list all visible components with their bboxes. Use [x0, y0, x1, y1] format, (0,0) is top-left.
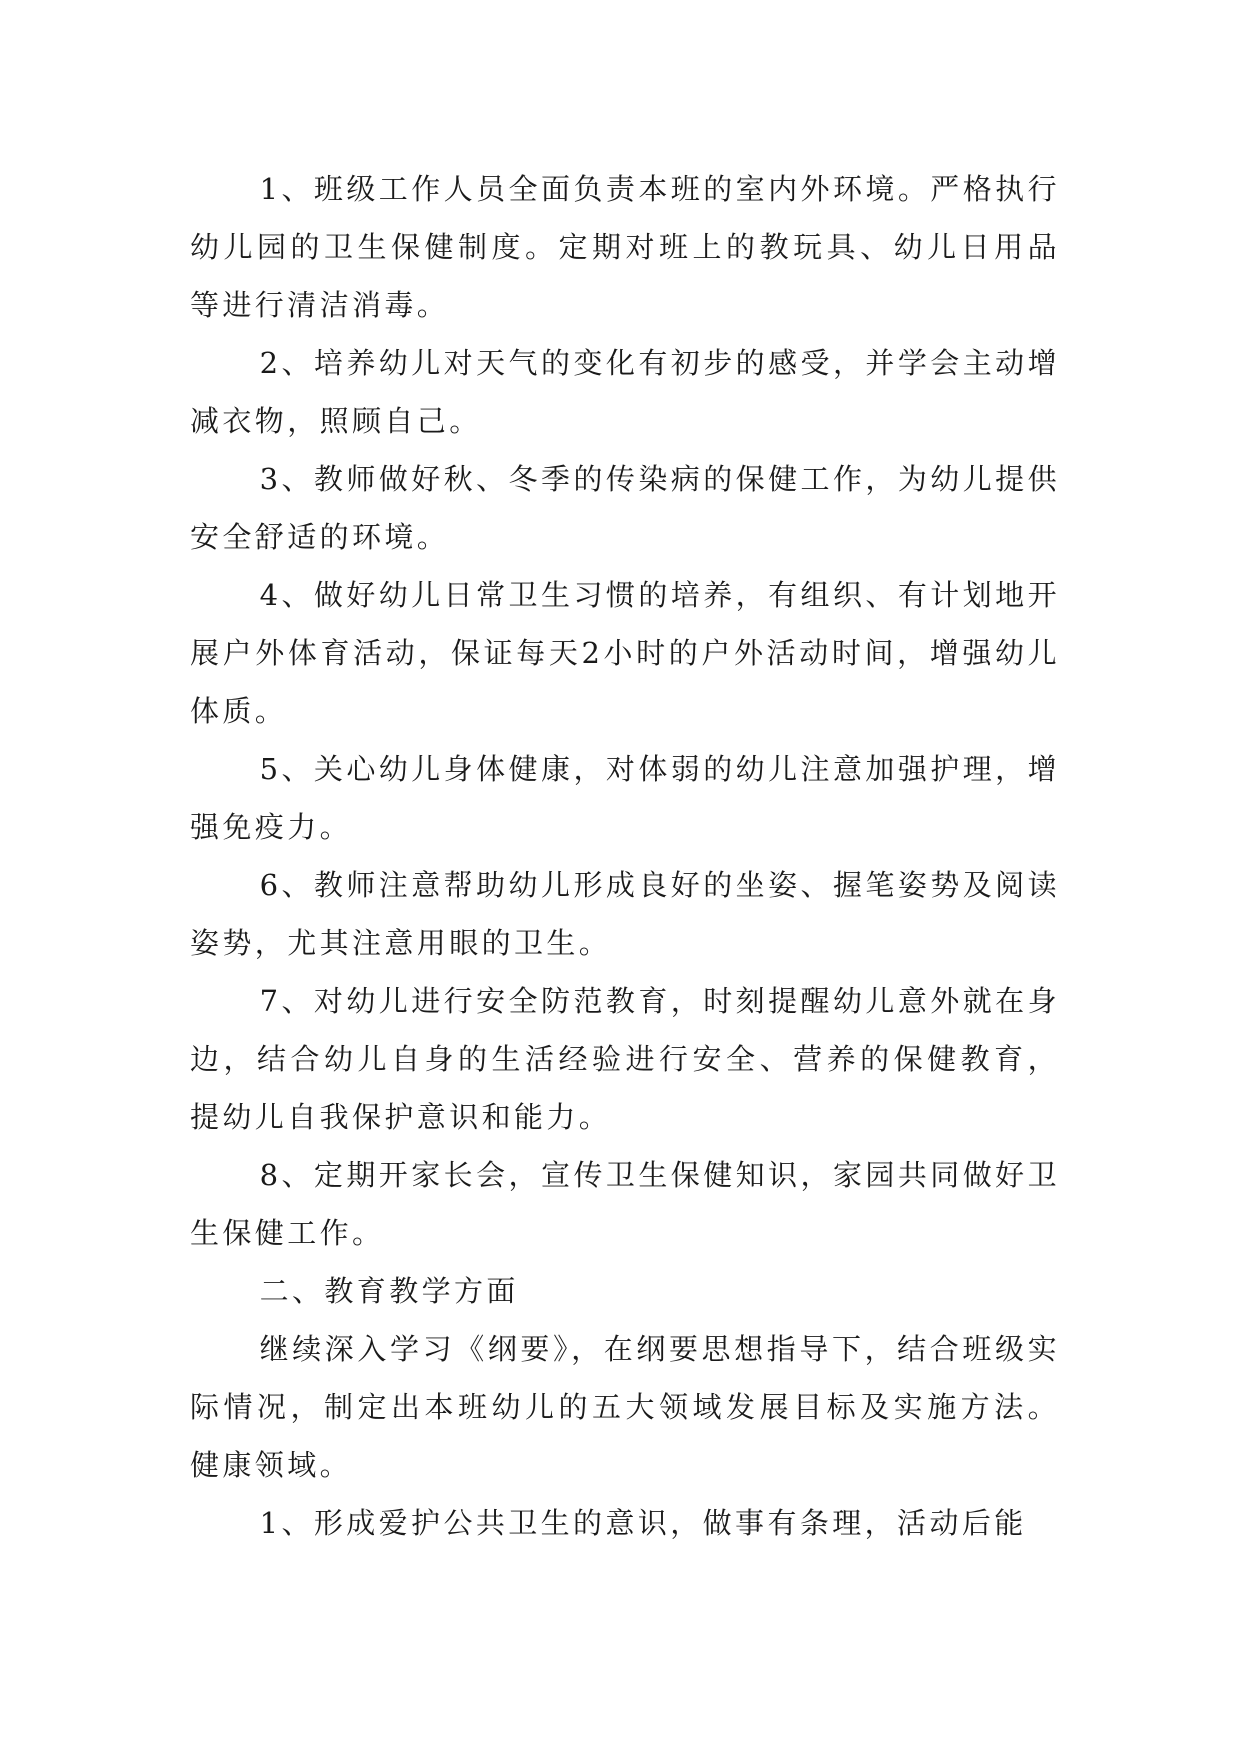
paragraph-weather-clothing: 2、培养幼儿对天气的变化有初步的感受，并学会主动增减衣物，照顾自己。: [190, 346, 1060, 438]
paragraph-parent-meeting: 8、定期开家长会，宣传卫生保健知识，家园共同做好卫生保健工作。: [190, 1158, 1060, 1250]
paragraph-posture: 6、教师注意帮助幼儿形成良好的坐姿、握笔姿势及阅读姿势，尤其注意用眼的卫生。: [190, 868, 1060, 960]
section-heading-education: 二、教育教学方面: [259, 1274, 519, 1308]
paragraph-disease-prevention: 3、教师做好秋、冬季的传染病的保健工作，为幼儿提供安全舒适的环境。: [190, 462, 1060, 554]
paragraph-daily-habits: 4、做好幼儿日常卫生习惯的培养，有组织、有计划地开展户外体育活动，保证每天2小时的户外活动时间，增强幼儿体质。: [190, 578, 1060, 728]
paragraph-public-hygiene: 1、形成爱护公共卫生的意识，做事有条理，活动后能: [259, 1506, 1027, 1540]
paragraph-outline-study: 继续深入学习《纲要》，在纲要思想指导下，结合班级实际情况，制定出本班幼儿的五大领域发展目标及实施方法。健康领域。: [190, 1332, 1060, 1482]
paragraph-safety-education: 7、对幼儿进行安全防范教育，时刻提醒幼儿意外就在身边，结合幼儿自身的生活经验进行安全、营养的保健教育，提幼儿自我保护意识和能力。: [190, 984, 1060, 1134]
paragraph-hygiene-environment: 1、班级工作人员全面负责本班的室内外环境。严格执行幼儿园的卫生保健制度。定期对班上的教玩具、幼儿日用品等进行清洁消毒。: [190, 172, 1060, 322]
paragraph-health-care: 5、关心幼儿身体健康，对体弱的幼儿注意加强护理，增强免疫力。: [190, 752, 1060, 844]
document-body: [190, 160, 1060, 1552]
